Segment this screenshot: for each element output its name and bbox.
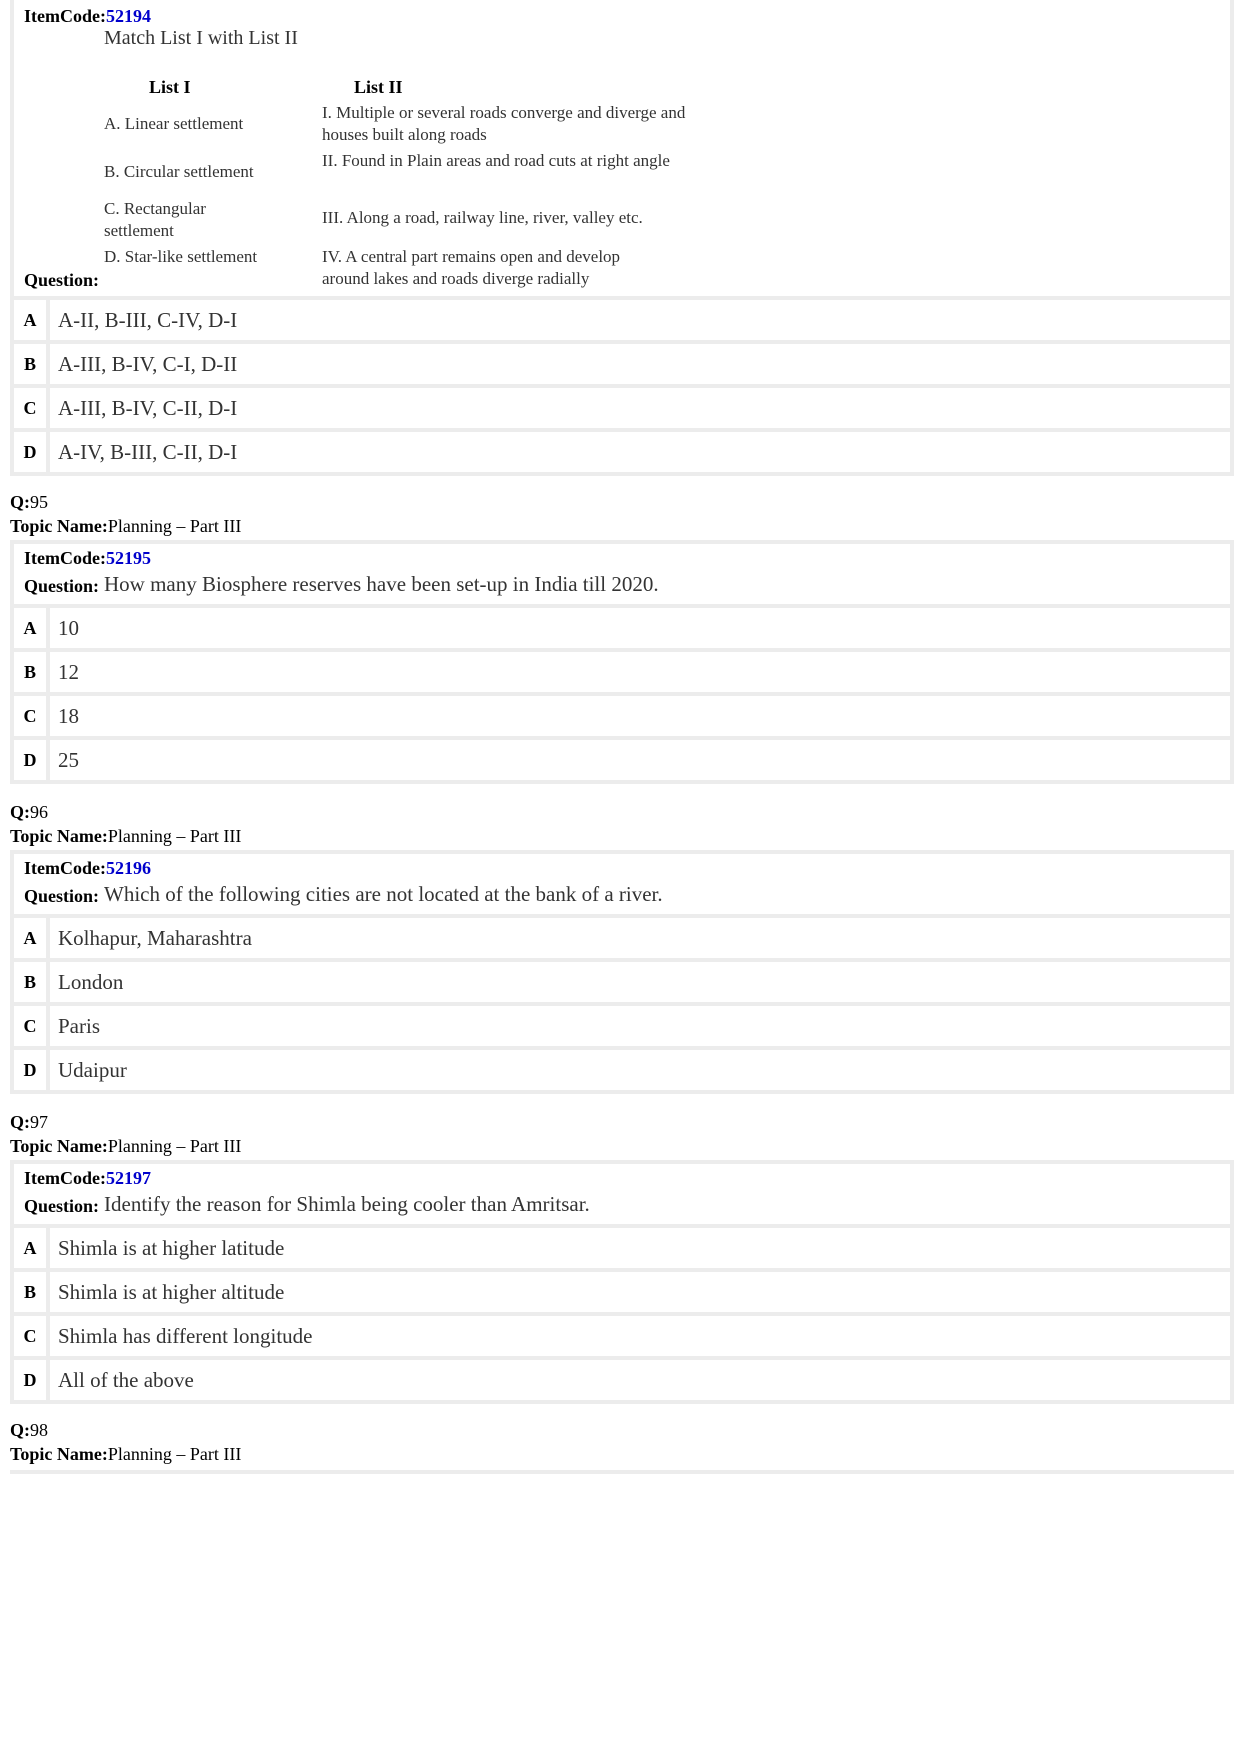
list1-header: List I (149, 77, 191, 97)
option-row[interactable] (14, 740, 1230, 780)
option-row[interactable] (14, 696, 1230, 740)
question-stem (14, 854, 1230, 918)
question-label: Question: (24, 1196, 100, 1216)
match-intro: Match List I with List II (104, 27, 298, 49)
option-row[interactable] (14, 1228, 1230, 1272)
question-label: Question: (24, 886, 100, 906)
item-code-value: 52195 (105, 548, 151, 568)
topic-name: Topic Name:Planning – Part III (10, 516, 242, 536)
question-97 (10, 1110, 1234, 1404)
option-text: Udaipur (58, 1057, 127, 1082)
question-card-97 (10, 1160, 1234, 1404)
option-letter: D (14, 740, 50, 780)
question-95 (10, 490, 1234, 784)
topic-name: Topic Name:Planning – Part III (10, 1444, 242, 1464)
list1-item: A. Linear settlement (104, 114, 244, 133)
item-code: ItemCode:52196 (24, 858, 151, 878)
question-98 (10, 1418, 1234, 1474)
option-row[interactable] (14, 1316, 1230, 1360)
option-text: 25 (58, 747, 79, 772)
question-text: Which of the following cities are not located at the bank of a river. (104, 882, 663, 906)
question-96 (10, 800, 1234, 1094)
option-text: 18 (58, 703, 79, 728)
option-text: A-II, B-III, C-IV, D-I (58, 307, 238, 332)
option-letter: C (14, 696, 50, 736)
question-label: Question: (24, 576, 100, 596)
list1-item: C. Rectangular settlement (104, 199, 206, 240)
question-card-94 (10, 0, 1234, 476)
option-letter: C (14, 1006, 50, 1046)
question-number: Q:95 (10, 492, 48, 512)
option-letter: B (14, 962, 50, 1002)
topic-name: Topic Name:Planning – Part III (10, 1136, 242, 1156)
item-code-value: 52194 (105, 6, 151, 26)
question-stem (14, 0, 1230, 300)
option-letter: B (14, 344, 50, 384)
list2-item: I. Multiple or several roads converge and diverge and houses built along roads (322, 103, 686, 144)
list1-item: B. Circular settlement (104, 162, 254, 181)
option-row[interactable] (14, 388, 1230, 432)
question-card-95 (10, 540, 1234, 784)
question-number: Q:96 (10, 802, 48, 822)
option-text: 10 (58, 615, 79, 640)
option-letter: C (14, 1316, 50, 1356)
option-letter: D (14, 1360, 50, 1400)
question-stem (14, 1164, 1230, 1228)
question-label: Question: (24, 270, 100, 290)
option-row[interactable] (14, 608, 1230, 652)
option-letter: A (14, 608, 50, 648)
list1-item: D. Star-like settlement (104, 247, 258, 266)
question-text: How many Biosphere reserves have been set-up in India till 2020. (104, 572, 659, 596)
option-letter: A (14, 1228, 50, 1268)
option-text: Shimla is at higher altitude (58, 1279, 285, 1304)
option-row[interactable] (14, 1006, 1230, 1050)
question-stem (14, 544, 1230, 608)
option-text: A-III, B-IV, C-I, D-II (58, 351, 238, 376)
option-text: Kolhapur, Maharashtra (58, 925, 252, 950)
question-card-96 (10, 850, 1234, 1094)
option-letter: A (14, 300, 50, 340)
option-letter: C (14, 388, 50, 428)
option-row[interactable] (14, 652, 1230, 696)
list2-item: IV. A central part remains open and develop around lakes and roads diverge radially (322, 247, 621, 288)
option-row[interactable] (14, 1272, 1230, 1316)
option-letter: D (14, 432, 50, 472)
list2-item: II. Found in Plain areas and road cuts at right angle (322, 151, 670, 170)
item-code: ItemCode:52197 (24, 1168, 151, 1188)
option-text: 12 (58, 659, 79, 684)
option-row[interactable] (14, 344, 1230, 388)
item-code: ItemCode:52194 (24, 6, 151, 26)
card-top-border (10, 1470, 1234, 1474)
item-code-value: 52197 (105, 1168, 151, 1188)
option-text: Shimla has different longitude (58, 1323, 313, 1348)
item-code: ItemCode:52195 (24, 548, 151, 568)
option-row[interactable] (14, 300, 1230, 344)
option-row[interactable] (14, 918, 1230, 962)
option-letter: A (14, 918, 50, 958)
option-letter: B (14, 1272, 50, 1312)
item-code-value: 52196 (105, 858, 151, 878)
list2-item: III. Along a road, railway line, river, valley etc. (322, 208, 643, 227)
option-text: All of the above (58, 1367, 194, 1392)
question-number: Q:98 (10, 1420, 48, 1440)
topic-name: Topic Name:Planning – Part III (10, 826, 242, 846)
list2-header: List II (354, 77, 403, 97)
option-text: A-IV, B-III, C-II, D-I (58, 439, 238, 464)
question-text: Identify the reason for Shimla being cooler than Amritsar. (104, 1192, 590, 1216)
option-letter: D (14, 1050, 50, 1090)
option-text: London (58, 969, 124, 994)
option-text: Paris (58, 1013, 100, 1038)
option-text: A-III, B-IV, C-II, D-I (58, 395, 238, 420)
option-row[interactable] (14, 962, 1230, 1006)
question-number: Q:97 (10, 1112, 48, 1132)
option-text: Shimla is at higher latitude (58, 1235, 285, 1260)
option-row[interactable] (14, 1050, 1230, 1090)
option-letter: B (14, 652, 50, 692)
option-row[interactable] (14, 1360, 1230, 1400)
option-row[interactable] (14, 432, 1230, 472)
